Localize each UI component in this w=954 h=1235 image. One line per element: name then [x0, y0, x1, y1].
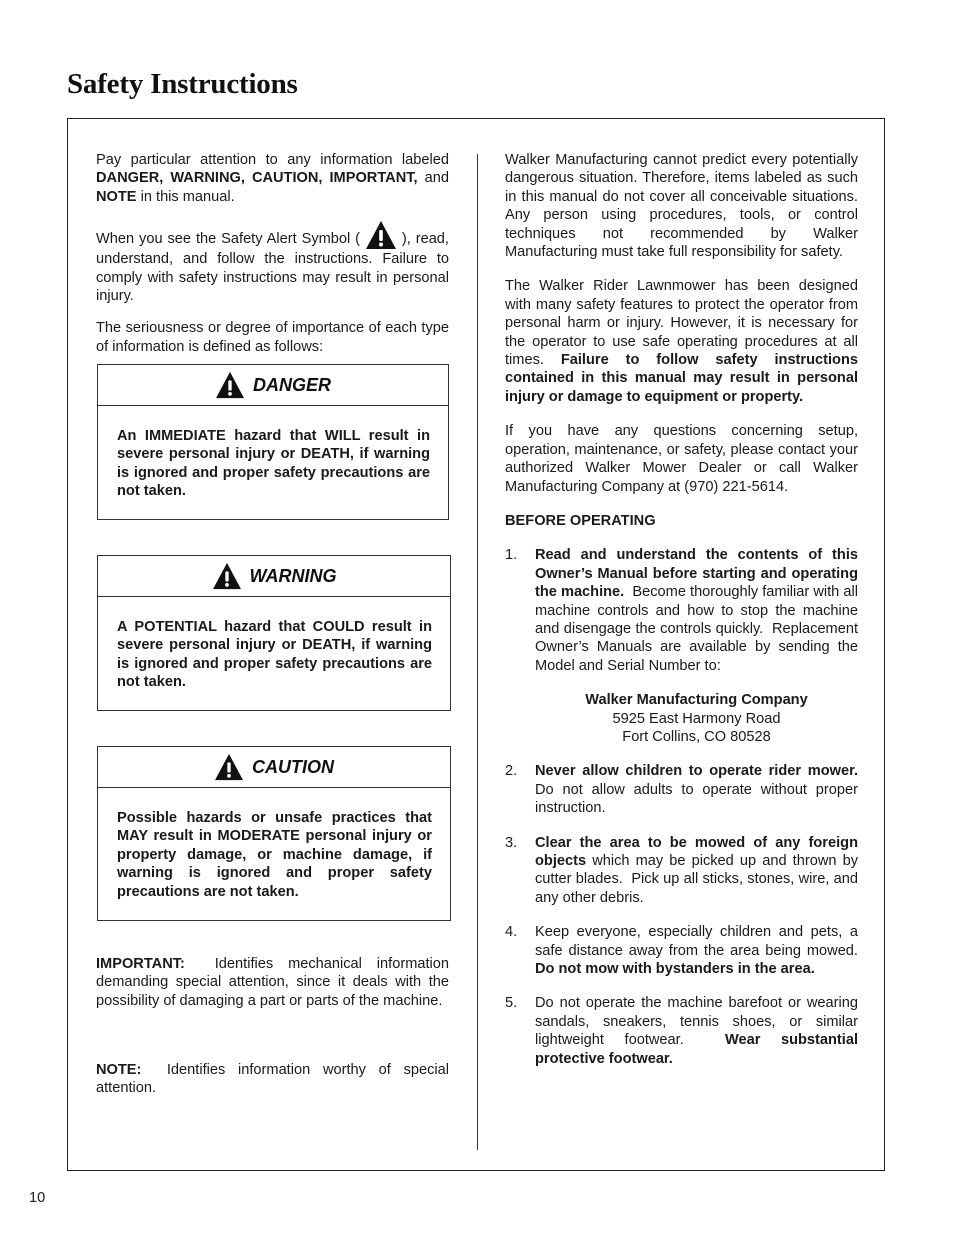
- column-divider: [477, 154, 478, 1150]
- safety-features-paragraph: The Walker Rider Lawnmower has been designed with many safety features to protect the operator from personal harm or injury. However, it is necessary for the operator to use safe operating procedures at all times. Failure to follow safety instructions contained in this manual may result in personal injury or damage to equipment or property.: [505, 278, 858, 405]
- list-item: 2. Never allow children to operate rider mower. Do not allow adults to operate without proper instruction.: [505, 763, 867, 817]
- list-item: 3. Clear the area to be mowed of any foreign objects which may be picked up and thrown by cutter blades. Pick up all sticks, stones, wire, and any other debris.: [505, 834, 863, 906]
- contact-paragraph: If you have any questions concerning setup, operation, maintenance, or safety, please contact your authorized Walker Mower Dealer or call Walker Manufacturing Company at (970) 221-5614.: [505, 423, 858, 495]
- alert-symbol-paragraph: When you see the Safety Alert Symbol ( ), read, understand, and follow the instructions. Failure to comply with safety instructions may result in personal injury.: [96, 220, 449, 305]
- warning-label: WARNING: [249, 565, 337, 586]
- warning-header: [98, 556, 450, 597]
- danger-alert-icon: [215, 371, 245, 399]
- caution-header: [98, 747, 450, 788]
- list-item: 5. Do not operate the machine barefoot or wearing sandals, sneakers, tennis shoes, or similar lightweight footwear. Wear substantial protective footwear.: [505, 995, 863, 1067]
- address-city: Fort Collins, CO 80528: [622, 728, 771, 745]
- left-column: [96, 151, 449, 356]
- caution-box: [97, 746, 451, 921]
- right-column: [505, 151, 867, 1068]
- mailing-address: [505, 691, 858, 746]
- page-title: Safety Instructions: [67, 68, 298, 100]
- definition-intro: The seriousness or degree of importance of each type of information is defined as follows:: [96, 320, 449, 355]
- section-heading: BEFORE OPERATING: [505, 512, 656, 529]
- danger-text: An IMMEDIATE hazard that WILL result in severe personal injury or DEATH, if warning is ignored and proper safety precautions are not taken.: [117, 428, 430, 500]
- danger-header: [98, 365, 448, 406]
- warning-text: A POTENTIAL hazard that COULD result in severe personal injury or DEATH, if warning is ignored and proper safety precautions are not taken.: [117, 619, 432, 691]
- list-item: 1. Read and understand the contents of this Owner’s Manual before starting and operating the machine. Become thoroughly familiar with all machine controls and how to stop the machine and disengage the controls quickly. Replacement Owner’s Manuals are available by sending the Model and Serial Number to:: [505, 547, 863, 674]
- caution-text: Possible hazards or unsafe practices that MAY result in MODERATE personal injury or property damage, or machine damage, if warning is ignored and proper safety precautions are not taken.: [117, 810, 432, 900]
- note-definition: NOTE: Identifies information worthy of special attention.: [96, 1062, 454, 1097]
- caution-alert-icon: [214, 753, 244, 781]
- address-street: 5925 East Harmony Road: [612, 710, 781, 727]
- safety-alert-icon: [365, 220, 397, 250]
- address-company: Walker Manufacturing Company: [585, 692, 808, 709]
- important-definition: IMPORTANT: Identifies mechanical information demanding special attention, since it deals with the possibility of damaging a part or parts of the machine.: [96, 956, 454, 1009]
- disclaimer-paragraph: Walker Manufacturing cannot predict every potentially dangerous situation. Therefore, items labeled as such in this manual do not cover all conceivable situations. Any person using procedures, tools, or control techniques not recommended by Walker Manufacturing must take full responsibility for safety.: [505, 152, 858, 261]
- page-number: 10: [29, 1190, 46, 1206]
- intro-paragraph: Pay particular attention to any information labeled DANGER, WARNING, CAUTION, IMPORTANT, and NOTE in this manual.: [96, 152, 449, 205]
- warning-box: [97, 555, 451, 711]
- danger-box: [97, 364, 449, 520]
- list-item: 4. Keep everyone, especially children and pets, a safe distance away from the area being mowed. Do not mow with bystanders in the area.: [505, 924, 867, 978]
- danger-label: DANGER: [252, 374, 331, 395]
- warning-alert-icon: [212, 562, 242, 590]
- caution-label: CAUTION: [252, 756, 334, 777]
